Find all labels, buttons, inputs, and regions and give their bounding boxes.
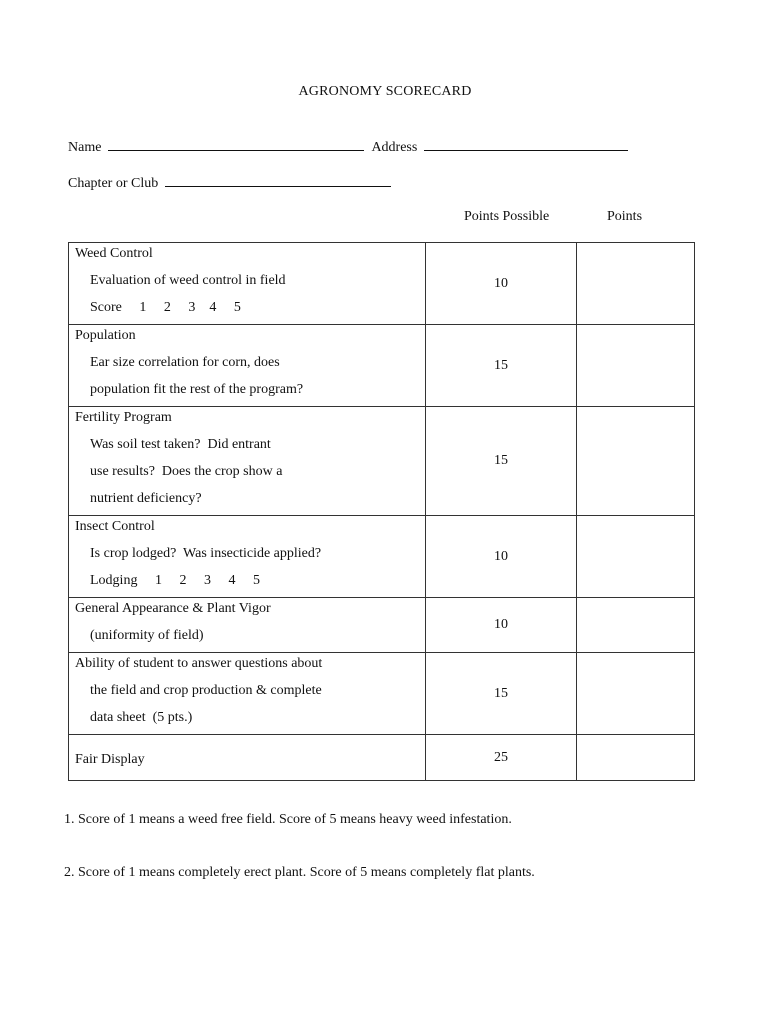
points-entry-cell[interactable] (577, 598, 695, 653)
scorecard-table (68, 242, 695, 781)
criterion-detail: Score 1 2 3 4 5 (90, 300, 241, 315)
points-entry-cell[interactable] (577, 735, 695, 781)
points-possible-header: Points Possible (464, 209, 550, 224)
criterion-title: General Appearance & Plant Vigor (75, 601, 271, 616)
table-row (69, 325, 695, 407)
chapter-label: Chapter or Club (68, 176, 159, 191)
chapter-row (68, 174, 391, 192)
points-entry-cell[interactable] (577, 516, 695, 598)
criterion-title: Insect Control (75, 519, 155, 534)
table-row (69, 243, 695, 325)
note-1: 1. Score of 1 means a weed free field. Score of 5 means heavy weed infestation. (64, 812, 512, 827)
points-possible-cell: 15 (426, 407, 577, 516)
points-entry-cell[interactable] (577, 325, 695, 407)
criterion-detail: Lodging 1 2 3 4 5 (90, 573, 260, 588)
address-field[interactable] (424, 138, 628, 151)
page-title: AGRONOMY SCORECARD (298, 84, 472, 99)
points-entry-cell[interactable] (577, 407, 695, 516)
table-row (69, 516, 695, 598)
criterion-cell (69, 653, 426, 735)
criterion-title: Ability of student to answer questions about (75, 656, 323, 671)
criterion-title: Weed Control (75, 246, 153, 261)
points-header: Points (607, 209, 643, 224)
criterion-cell (69, 407, 426, 516)
points-entry-cell[interactable] (577, 653, 695, 735)
address-label: Address (371, 140, 418, 155)
criterion-title: Fair Display (75, 752, 145, 767)
table-row (69, 598, 695, 653)
criterion-detail: Is crop lodged? Was insecticide applied? (90, 546, 322, 561)
points-entry-cell[interactable] (577, 243, 695, 325)
criterion-cell (69, 516, 426, 598)
criterion-detail: (uniformity of field) (90, 628, 204, 643)
criterion-cell (69, 325, 426, 407)
table-row (69, 735, 695, 781)
criterion-cell (69, 243, 426, 325)
name-label: Name (68, 140, 102, 155)
criterion-detail: Ear size correlation for corn, does (90, 355, 280, 370)
table-row (69, 407, 695, 516)
points-possible-cell: 25 (426, 735, 577, 781)
criterion-title: Population (75, 328, 136, 343)
criterion-detail: population fit the rest of the program? (90, 382, 304, 397)
criterion-cell (69, 735, 426, 781)
criterion-detail: data sheet (5 pts.) (90, 710, 193, 725)
points-possible-cell: 15 (426, 653, 577, 735)
name-address-row (68, 138, 628, 156)
criterion-detail: the field and crop production & complete (90, 683, 322, 698)
criterion-detail: use results? Does the crop show a (90, 464, 283, 479)
criterion-detail: Was soil test taken? Did entrant (90, 437, 271, 452)
criterion-cell (69, 598, 426, 653)
points-possible-cell: 10 (426, 598, 577, 653)
points-possible-cell: 10 (426, 516, 577, 598)
table-row (69, 653, 695, 735)
criterion-detail: Evaluation of weed control in field (90, 273, 286, 288)
criterion-detail: nutrient deficiency? (90, 491, 202, 506)
criterion-title: Fertility Program (75, 410, 172, 425)
name-field[interactable] (108, 138, 364, 151)
points-possible-cell: 10 (426, 243, 577, 325)
note-2: 2. Score of 1 means completely erect plant. Score of 5 means completely flat plants. (64, 865, 535, 880)
points-possible-cell: 15 (426, 325, 577, 407)
chapter-field[interactable] (165, 174, 391, 187)
